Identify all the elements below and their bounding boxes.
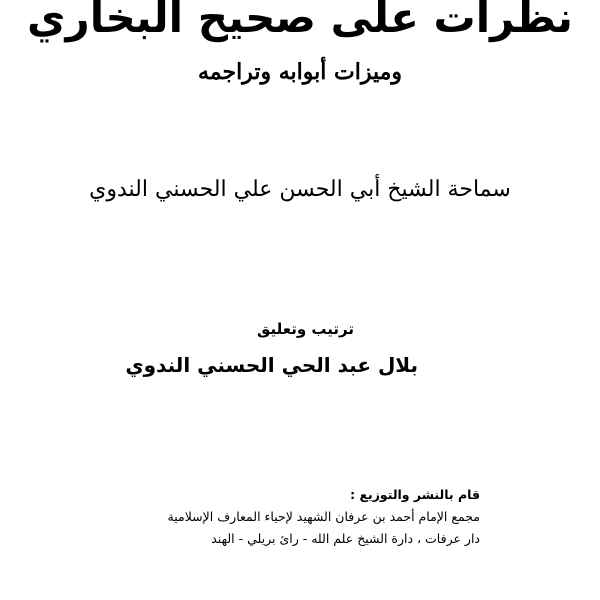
book-subtitle: وميزات أبوابه وتراجمه — [197, 59, 403, 85]
book-title: نظرات على صحيح البخاري — [27, 0, 573, 42]
author-name: سماحة الشيخ أبي الحسن علي الحسني الندوي — [89, 177, 511, 202]
editor-name: بلال عبد الحي الحسني الندوي — [125, 353, 418, 377]
publisher-line-2: دار عرفات ، دارة الشيخ علم الله - رائ بريلي - الهند — [211, 531, 480, 546]
publisher-heading: قام بالنشر والتوزيع : — [350, 487, 480, 502]
publisher-line-1: مجمع الإمام أحمد بن عرفان الشهيد لإحياء المعارف الإسلامية — [167, 509, 480, 524]
arrangement-label: ترتيب وتعليق — [256, 320, 354, 338]
publisher-block — [80, 484, 480, 550]
